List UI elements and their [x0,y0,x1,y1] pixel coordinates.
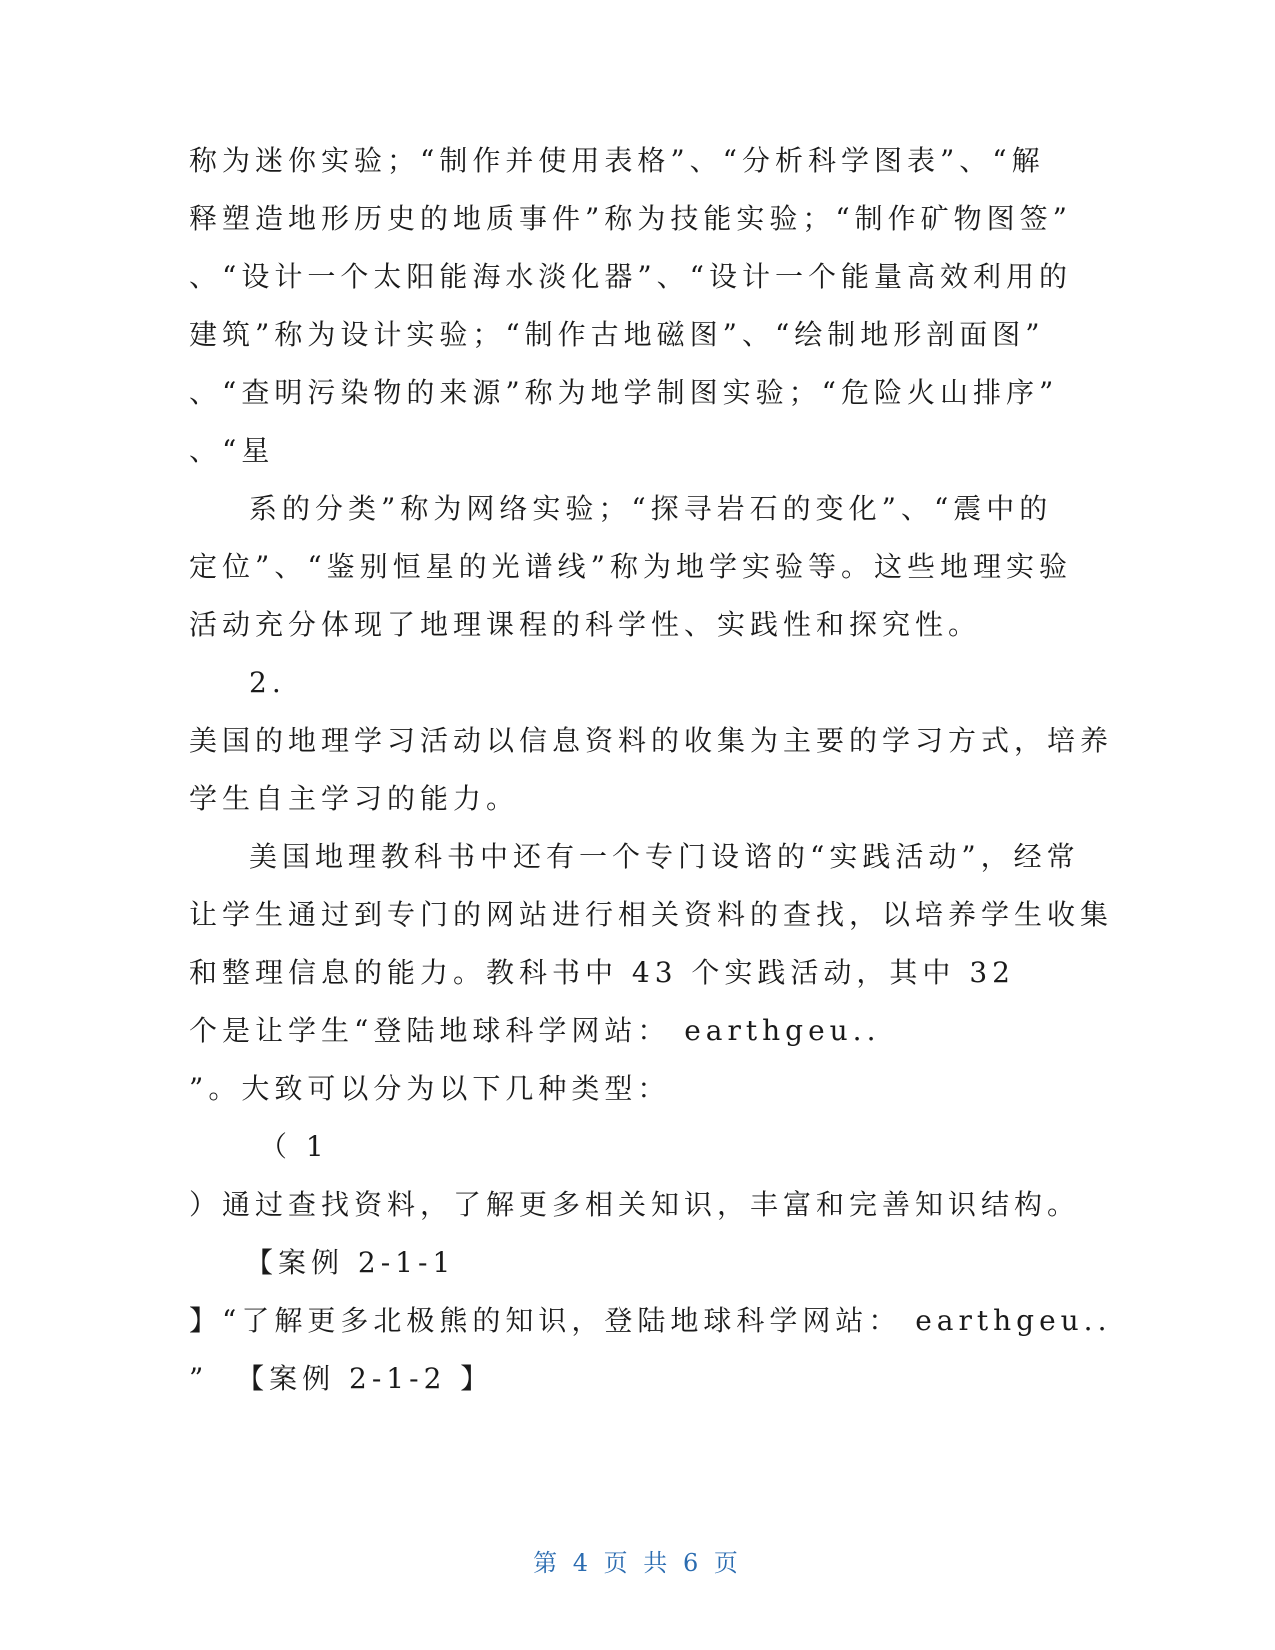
text-line: 让学生通过到专门的网站进行相关资料的查找，以培养学生收集 [189,898,1114,931]
page-footer: 第 4 页 共 6 页 [533,1549,742,1577]
text-line: ”。大致可以分为以下几种类型： [189,1072,671,1105]
text-line: 个是让学生“登陆地球科学网站： earthgeu.. [189,1014,881,1047]
text-line: 系的分类”称为网络实验；“探寻岩石的变化”、“震中的 [249,492,1053,525]
case-label: 【案例 2-1-1 [245,1246,456,1279]
text-line: 活动充分体现了地理课程的科学性、实践性和探究性。 [189,608,982,641]
list-number: 2. [249,666,286,699]
text-line: 、“查明污染物的来源”称为地学制图实验；“危险火山排序” [189,376,1059,409]
text-line: 释塑造地形历史的地质事件”称为技能实验；“制作矿物图签” [189,202,1072,235]
text-line: 、“星 [189,434,275,467]
text-line: 学生自主学习的能力。 [189,782,520,815]
text-line: 建筑”称为设计实验；“制作古地磁图”、“绘制地形剖面图” [189,318,1045,351]
case-label: ” 【案例 2-1-2 】 [189,1362,494,1395]
list-number: （ 1 [259,1130,329,1163]
text-line: ）通过查找资料，了解更多相关知识，丰富和完善知识结构。 [189,1188,1081,1221]
text-line: 美国的地理学习活动以信息资料的收集为主要的学习方式，培养 [189,724,1114,757]
text-line: 、“设计一个太阳能海水淡化器”、“设计一个能量高效利用的 [189,260,1072,293]
text-line: 定位”、“鉴别恒星的光谱线”称为地学实验等。这些地理实验 [189,550,1072,583]
text-line: 称为迷你实验；“制作并使用表格”、“分析科学图表”、“解 [189,144,1045,177]
text-line: 和整理信息的能力。教科书中 43 个实践活动，其中 32 [189,956,1015,989]
text-line: 】“了解更多北极熊的知识，登陆地球科学网站： earthgeu.. [189,1304,1112,1337]
text-line: 美国地理教科书中还有一个专门设谘的“实践活动”，经常 [249,840,1080,873]
